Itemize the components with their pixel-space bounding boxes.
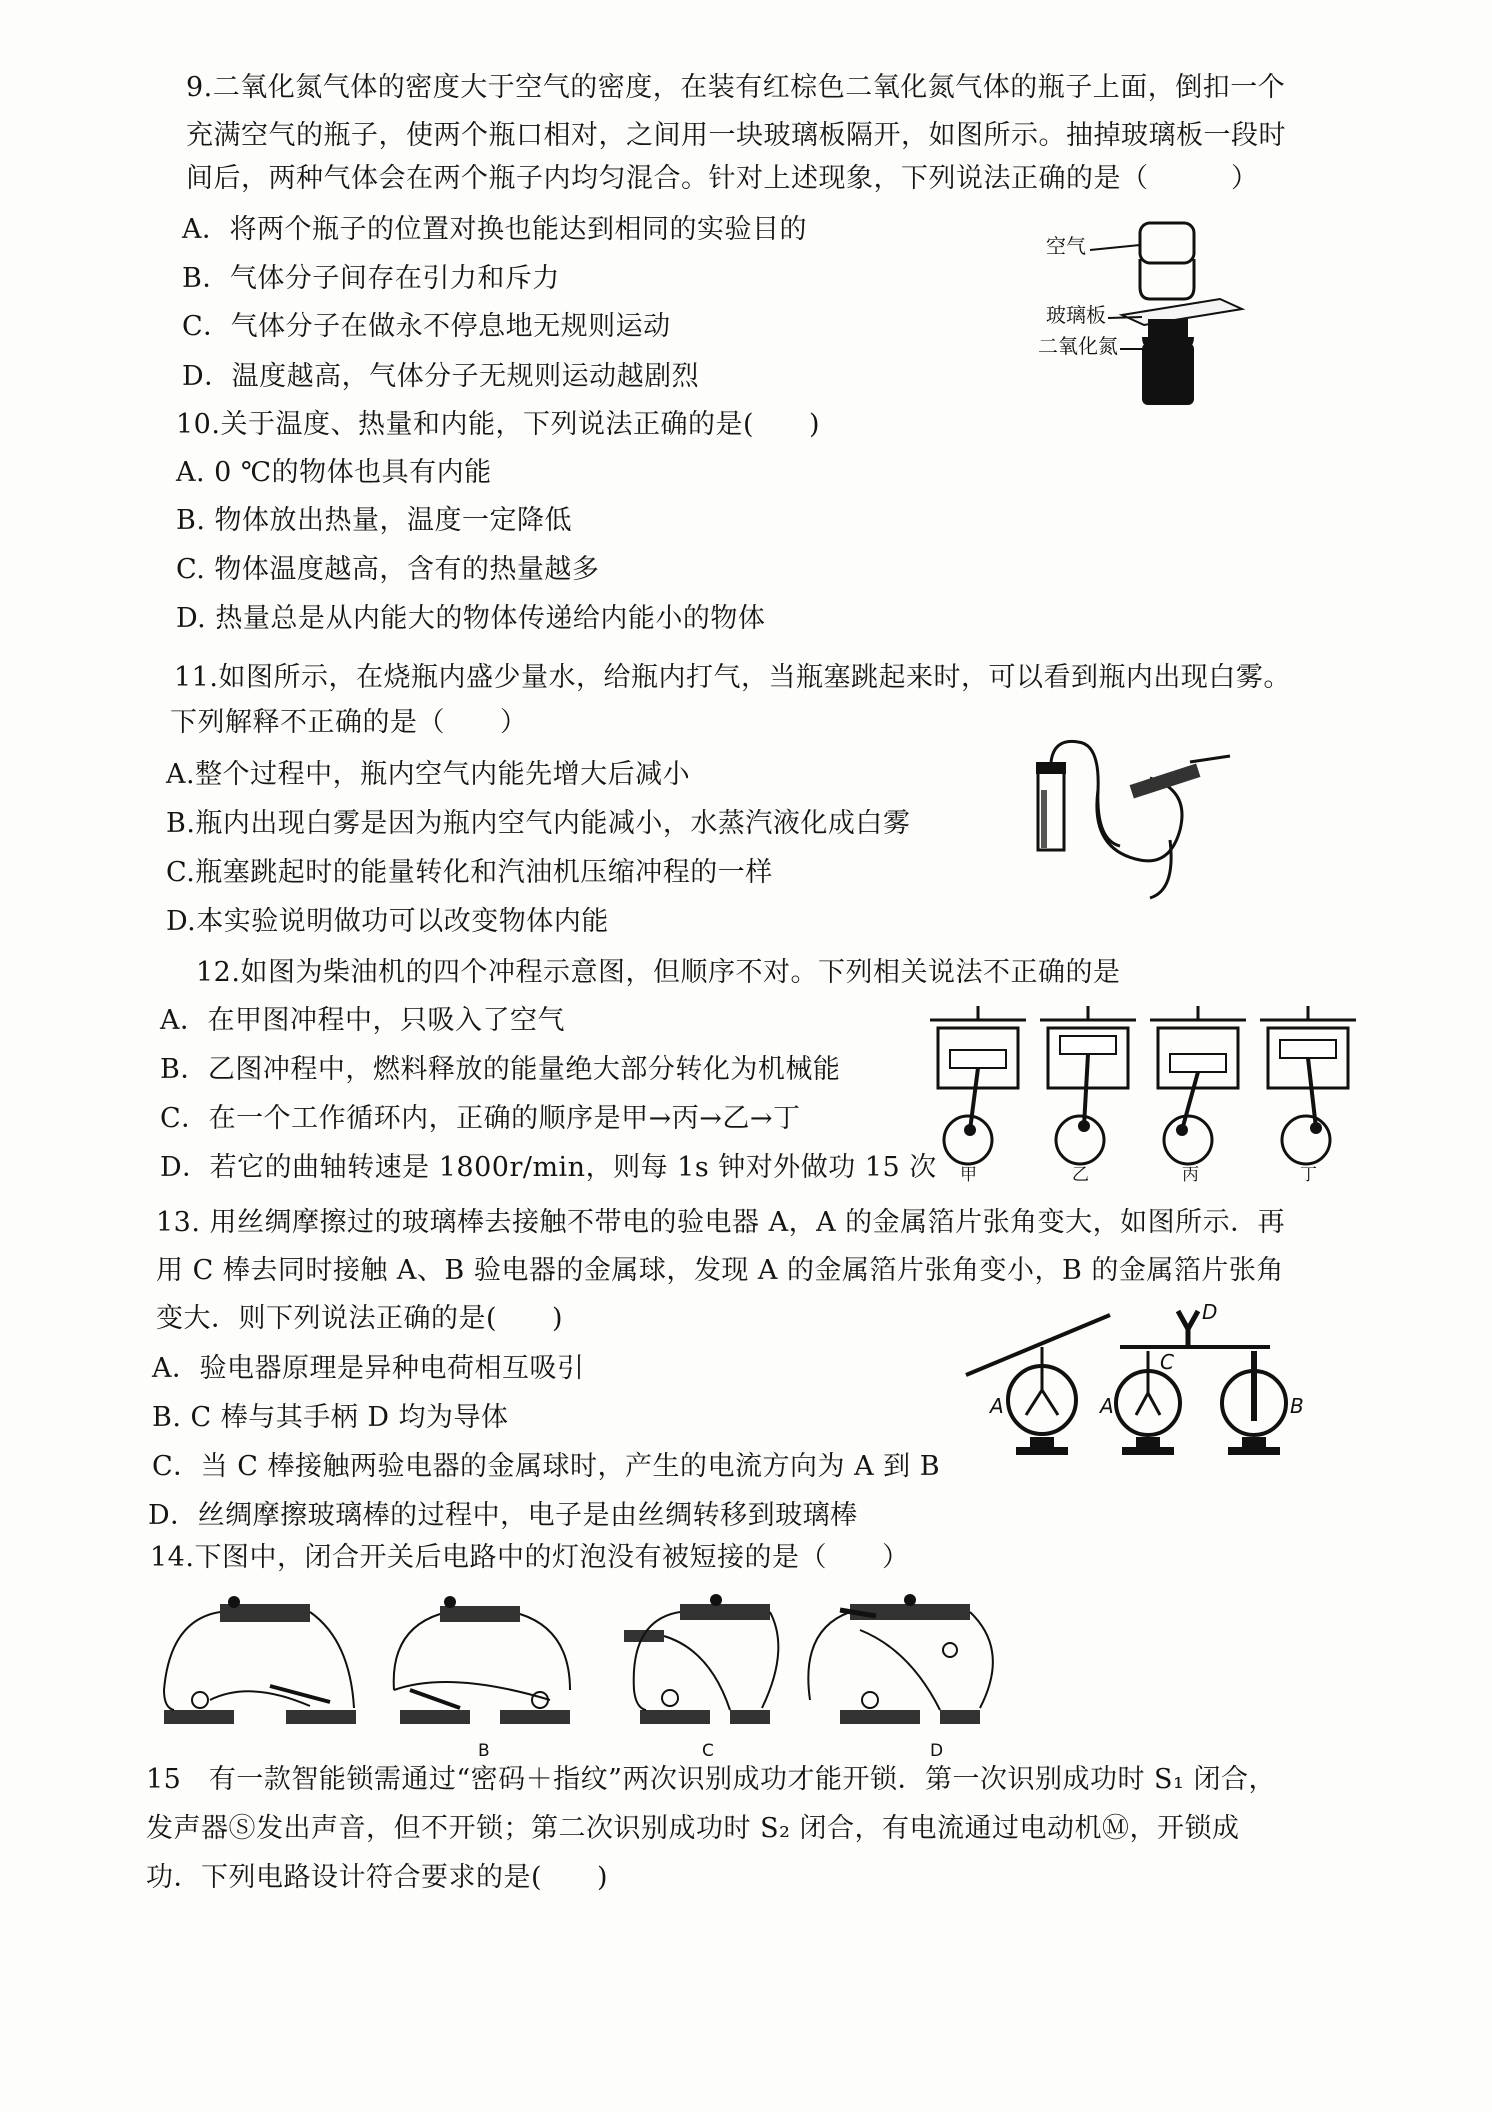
circuit-a	[164, 1596, 356, 1724]
circuit-b	[394, 1596, 570, 1760]
q13-electroscope-figure	[960, 1295, 1320, 1475]
q15-stem-line-3: 功．下列电路设计符合要求的是( )	[146, 1862, 609, 1893]
q13-option-d: D．丝绸摩擦玻璃棒的过程中，电子是由丝绸转移到玻璃棒	[148, 1500, 858, 1531]
q11-stem-line-2: 下列解释不正确的是（ ）	[170, 707, 528, 738]
label-bing: 丙	[1182, 1165, 1199, 1185]
q13-stem-line-2: 用 C 棒去同时接触 A、B 验电器的金属球，发现 A 的金属箔片张角变小，B 的金属箔片张角	[156, 1255, 1284, 1286]
label-ding: 丁	[1300, 1165, 1317, 1185]
q9-stem-line-3: 间后，两种气体会在两个瓶子内均匀混合。针对上述现象，下列说法正确的是（ ）	[186, 163, 1259, 194]
q15-stem-line-1: 15 有一款智能锁需通过“密码＋指纹”两次识别成功才能开锁．第一次识别成功时 S₁ 闭合，	[146, 1764, 1276, 1795]
q9-option-d: D．温度越高，气体分子无规则运动越剧烈	[182, 361, 700, 392]
q13-option-b: B. C 棒与其手柄 D 均为导体	[152, 1402, 509, 1433]
q14-circuits-figure	[150, 1590, 1050, 1760]
label-yi: 乙	[1072, 1165, 1089, 1185]
air-leader-line	[1090, 245, 1140, 250]
q9-stem-line-1: 9.二氧化氮气体的密度大于空气的密度，在装有红棕色二氧化氮气体的瓶子上面，倒扣一个	[186, 72, 1286, 103]
q11-flask-pump-figure	[1030, 730, 1240, 900]
q13-option-a: A．验电器原理是异种电荷相互吸引	[152, 1353, 585, 1384]
q10-option-c: C. 物体温度越高，含有的热量越多	[176, 554, 600, 585]
engine-ding	[1260, 1006, 1356, 1185]
q11-option-b: B.瓶内出现白雾是因为瓶内空气内能减小，水蒸汽液化成白雾	[166, 808, 911, 839]
q9-option-c: C．气体分子在做永不停息地无规则运动	[182, 311, 671, 342]
q12-option-a: A．在甲图冲程中，只吸入了空气	[160, 1005, 565, 1036]
circuit-c	[624, 1594, 778, 1760]
q13-stem-line-1: 13. 用丝绸摩擦过的玻璃棒去接触不带电的验电器 A，A 的金属箔片张角变大，如图所示．再	[156, 1207, 1286, 1238]
q12-option-b: B．乙图冲程中，燃料释放的能量绝大部分转化为机械能	[160, 1054, 841, 1085]
air-label: 空气	[1046, 234, 1086, 258]
label-c: C	[1160, 1350, 1174, 1374]
q13-option-c: C．当 C 棒接触两验电器的金属球时，产生的电流方向为 A 到 B	[152, 1451, 941, 1482]
circuit-c-label: C	[702, 1741, 714, 1760]
q12-option-d: D．若它的曲轴转速是 1800r/min，则每 1s 钟对外做功 15 次	[160, 1152, 937, 1183]
label-b: B	[1290, 1394, 1304, 1418]
q12-stem: 12.如图为柴油机的四个冲程示意图，但顺序不对。下列相关说法不正确的是	[196, 957, 1121, 988]
q13-stem-line-3: 变大．则下列说法正确的是( )	[156, 1303, 564, 1334]
label-jia: 甲	[960, 1165, 977, 1185]
q9-stem-line-2: 充满空气的瓶子，使两个瓶口相对，之间用一块玻璃板隔开，如图所示。抽掉玻璃板一段时	[186, 120, 1286, 151]
glass-leader-line	[1108, 317, 1142, 318]
circuit-b-label: B	[478, 1741, 490, 1760]
q14-stem: 14.下图中，闭合开关后电路中的灯泡没有被短接的是（ ）	[150, 1542, 910, 1573]
no2-label: 二氧化氮	[1038, 334, 1118, 358]
q10-option-d: D. 热量总是从内能大的物体传递给内能小的物体	[176, 603, 766, 634]
q15-stem-line-2: 发声器Ⓢ发出声音，但不开锁；第二次识别成功时 S₂ 闭合，有电流通过电动机Ⓜ，开锁成	[146, 1813, 1240, 1844]
label-a-left: A	[990, 1394, 1004, 1418]
q11-option-d: D.本实验说明做功可以改变物体内能	[166, 906, 609, 937]
q11-option-c: C.瓶塞跳起时的能量转化和汽油机压缩冲程的一样	[166, 857, 773, 888]
q10-option-b: B. 物体放出热量，温度一定降低	[176, 505, 573, 536]
label-d: D	[1202, 1300, 1218, 1324]
engine-yi	[1040, 1006, 1136, 1185]
q12-diesel-strokes-figure	[920, 1000, 1360, 1190]
circuit-d-label: D	[930, 1741, 944, 1760]
q9-option-a: A．将两个瓶子的位置对换也能达到相同的实验目的	[182, 214, 807, 245]
label-a-middle: A	[1100, 1394, 1114, 1418]
q11-option-a: A.整个过程中，瓶内空气内能先增大后减小	[166, 759, 691, 790]
engine-jia	[930, 1006, 1026, 1185]
engine-bing	[1150, 1006, 1246, 1185]
q10-option-a: A. 0 ℃的物体也具有内能	[176, 457, 492, 488]
q9-gas-bottles-figure	[1030, 215, 1260, 410]
q9-option-b: B．气体分子间存在引力和斥力	[182, 263, 560, 294]
q12-option-c: C．在一个工作循环内，正确的顺序是甲→丙→乙→丁	[160, 1103, 801, 1134]
q10-stem: 10.关于温度、热量和内能，下列说法正确的是( )	[176, 409, 821, 440]
glass-plate-label: 玻璃板	[1046, 303, 1106, 327]
q11-stem-line-1: 11.如图所示，在烧瓶内盛少量水，给瓶内打气，当瓶塞跳起来时，可以看到瓶内出现白雾。	[174, 662, 1291, 693]
circuit-d	[808, 1594, 993, 1760]
